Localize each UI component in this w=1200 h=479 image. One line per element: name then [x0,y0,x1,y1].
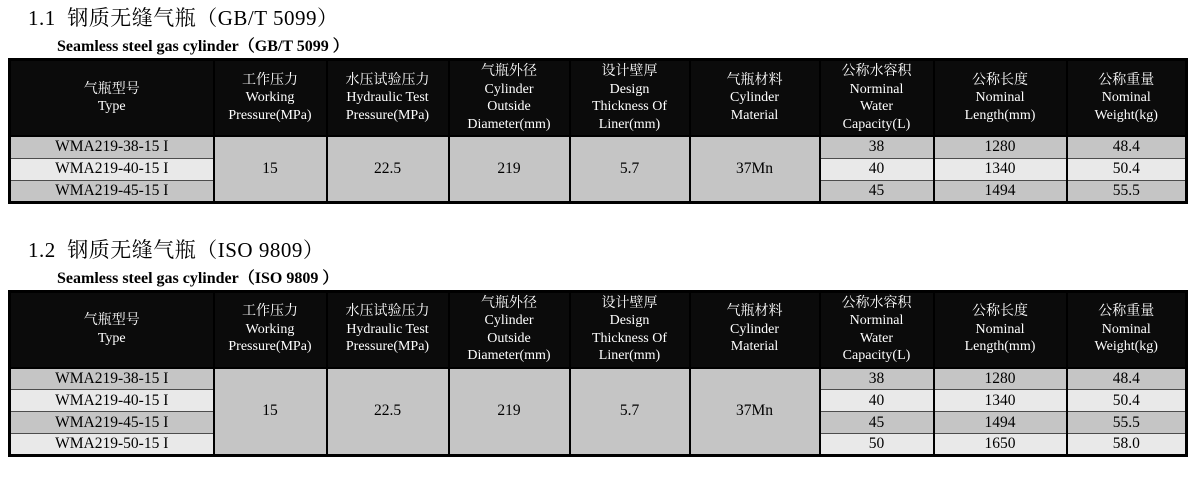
column-header-hydraulic_test_pressure: 水压试验压力 Hydraulic Test Pressure(MPa) [327,291,449,368]
section-gbt5099 [0,0,1200,204]
section-subtitle-gbt5099: Seamless steel gas cylinder（GB/T 5099 ） [57,38,349,55]
column-header-material: 气瓶材料 Cylinder Material [690,291,820,368]
cell-shared-outside_diameter: 219 [449,368,570,456]
cell-length: 1340 [934,390,1067,412]
cell-length: 1280 [934,136,1067,158]
section-title-gbt5099: 1.1 钢质无缝气瓶（GB/T 5099） [28,6,339,30]
cell-capacity: 38 [820,368,934,390]
cell-weight: 50.4 [1067,390,1187,412]
column-header-weight: 公称重量 Nominal Weight(kg) [1067,60,1187,137]
cell-type: WMA219-45-15 I [10,180,214,202]
cell-weight: 48.4 [1067,136,1187,158]
cell-length: 1280 [934,368,1067,390]
column-header-working_pressure: 工作压力 Working Pressure(MPa) [214,291,327,368]
column-header-type: 气瓶型号 Type [10,291,214,368]
column-header-design_thickness: 设计壁厚 Design Thickness Of Liner(mm) [570,291,690,368]
column-header-length: 公称长度 Nominal Length(mm) [934,60,1067,137]
cell-capacity: 40 [820,390,934,412]
cell-capacity: 38 [820,136,934,158]
cell-capacity: 50 [820,434,934,456]
cell-capacity: 45 [820,180,934,202]
cell-length: 1650 [934,434,1067,456]
cell-weight: 50.4 [1067,158,1187,180]
cell-shared-hydraulic_test_pressure: 22.5 [327,368,449,456]
header-row [10,291,1187,368]
cell-type: WMA219-40-15 I [10,158,214,180]
cell-length: 1494 [934,412,1067,434]
section-iso9809 [0,237,1200,458]
column-header-weight: 公称重量 Nominal Weight(kg) [1067,291,1187,368]
cell-weight: 55.5 [1067,412,1187,434]
cell-weight: 55.5 [1067,180,1187,202]
column-header-capacity: 公称水容积 Norminal Water Capacity(L) [820,60,934,137]
cell-type: WMA219-40-15 I [10,390,214,412]
column-header-outside_diameter: 气瓶外径 Cylinder Outside Diameter(mm) [449,60,570,137]
section-title-iso9809: 1.2 钢质无缝气瓶（ISO 9809） [28,237,325,262]
cell-shared-design_thickness: 5.7 [570,368,690,456]
cell-capacity: 40 [820,158,934,180]
cell-shared-design_thickness: 5.7 [570,136,690,202]
column-header-type: 气瓶型号 Type [10,60,214,137]
cell-weight: 58.0 [1067,434,1187,456]
column-header-working_pressure: 工作压力 Working Pressure(MPa) [214,60,327,137]
section-subtitle-iso9809: Seamless steel gas cylinder（ISO 9809 ） [57,269,339,287]
column-header-outside_diameter: 气瓶外径 Cylinder Outside Diameter(mm) [449,291,570,368]
cell-shared-material: 37Mn [690,368,820,456]
column-header-hydraulic_test_pressure: 水压试验压力 Hydraulic Test Pressure(MPa) [327,60,449,137]
cell-type: WMA219-50-15 I [10,434,214,456]
cell-type: WMA219-45-15 I [10,412,214,434]
table-row [10,136,1187,158]
table-row [10,368,1187,390]
cell-shared-outside_diameter: 219 [449,136,570,202]
cylinder-spec-table-iso9809 [8,290,1188,458]
cylinder-spec-table-gbt5099 [8,58,1188,204]
cell-capacity: 45 [820,412,934,434]
cell-shared-material: 37Mn [690,136,820,202]
column-header-capacity: 公称水容积 Norminal Water Capacity(L) [820,291,934,368]
header-row [10,60,1187,137]
cell-weight: 48.4 [1067,368,1187,390]
cell-shared-working_pressure: 15 [214,368,327,456]
cell-shared-hydraulic_test_pressure: 22.5 [327,136,449,202]
cell-type: WMA219-38-15 I [10,136,214,158]
cell-length: 1494 [934,180,1067,202]
cell-type: WMA219-38-15 I [10,368,214,390]
cell-shared-working_pressure: 15 [214,136,327,202]
column-header-material: 气瓶材料 Cylinder Material [690,60,820,137]
cell-length: 1340 [934,158,1067,180]
column-header-design_thickness: 设计壁厚 Design Thickness Of Liner(mm) [570,60,690,137]
column-header-length: 公称长度 Nominal Length(mm) [934,291,1067,368]
